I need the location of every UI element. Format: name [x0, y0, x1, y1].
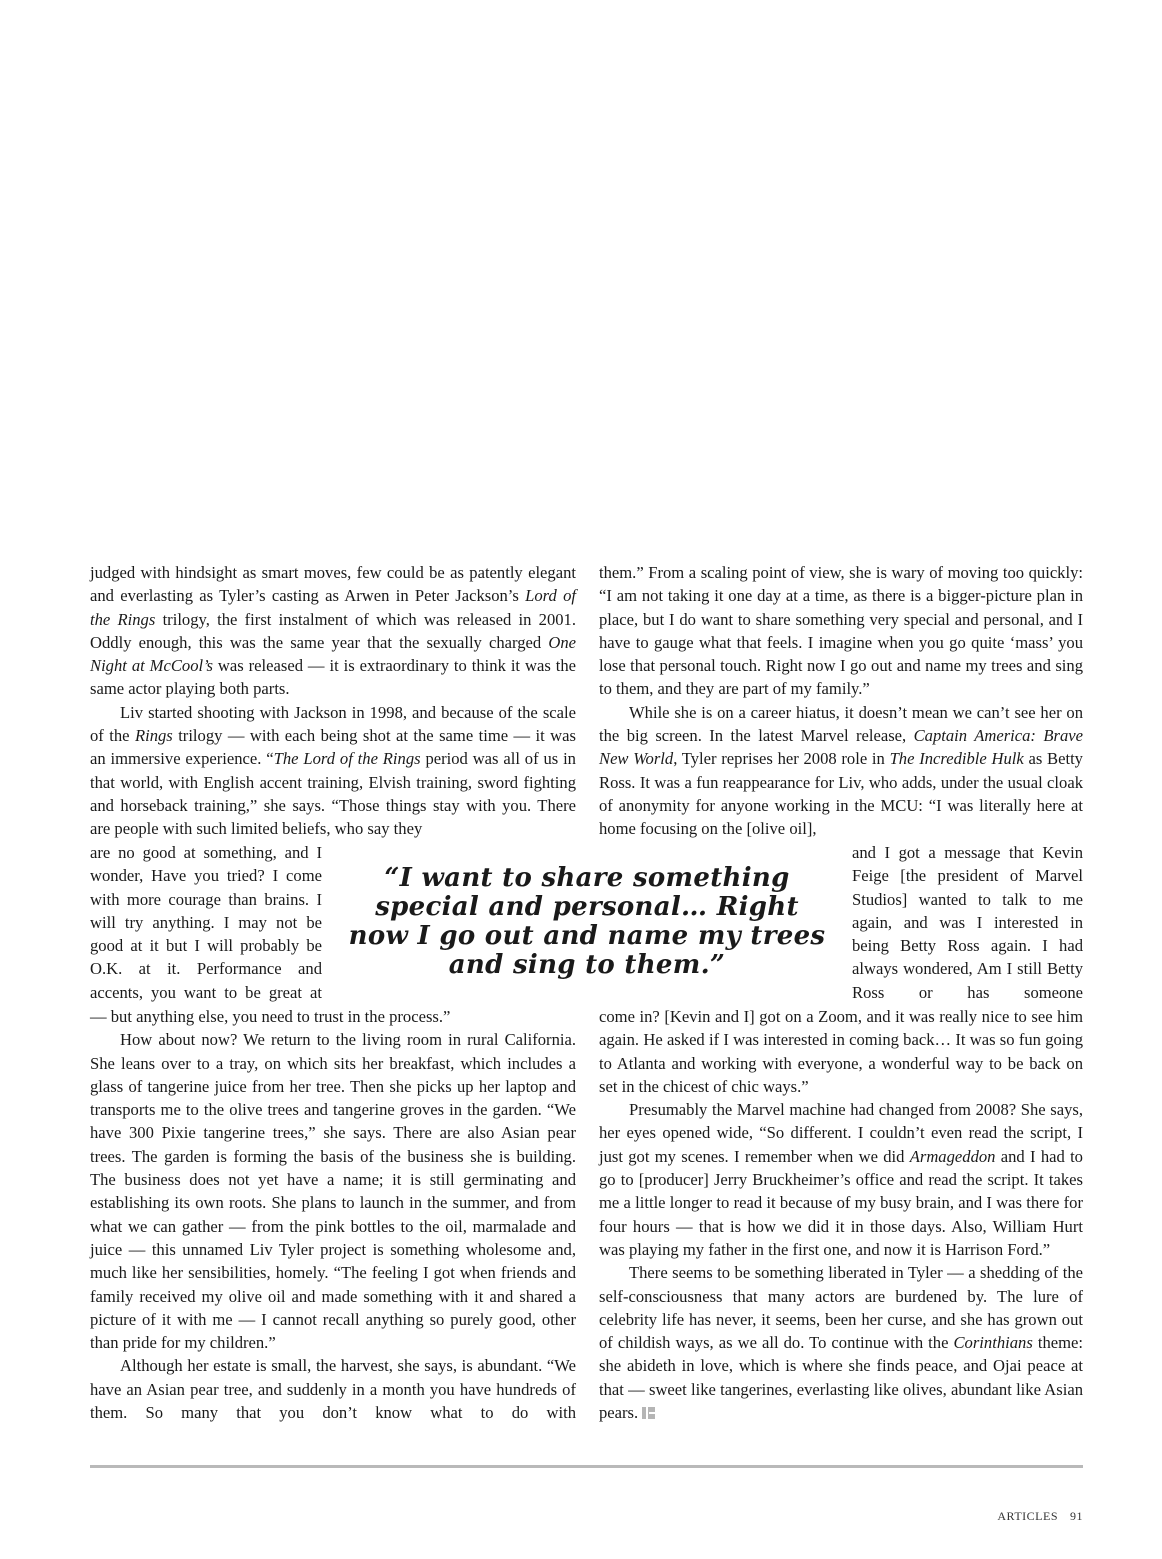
page-folio — [985, 1509, 1083, 1524]
blank-image-area — [0, 0, 1162, 550]
end-mark-icon — [642, 1407, 655, 1419]
paragraph: There seems to be something liberated in Tyler — a shedding of the self-consciousness that many actors are burdened by. The lure of celebrity life has never, it seems, been her curse, and she has grown out of childish ways, as we all do. To continue with the Corinthians theme: she abideth in love, which is where she finds peace, and Ojai peace at that — sweet like tangerines, everlasting like olives, abundant like Asian pears. — [599, 1263, 1083, 1423]
section-label: ARTICLES — [997, 1509, 1058, 1523]
paragraph: How about now? We return to the living room in rural California. She leans over to a tray, on which sits her breakfast, which includes a glass of tangerine juice from her tree. Then she picks up her laptop and transports me to the olive trees and tangerine groves in the garden. “We have 300 Pixie tangerine trees,” she says. There are also Asian pear trees. The garden is forming the basis of the business she is building. The business does not yet have a name; it is still germinating and establishing its own roots. She plans to launch in the summer, and from what we can gather — from the pink bottles to the oil, marmalade and juice — this unnamed Liv Tyler project is something wholesome and, much like her sensibilities, homely. “The feeling I got when friends and family received my olive oil and made something with it and shared a picture of it with me — I cannot recall anything so purely good, other than pride for my children.” — [90, 1030, 576, 1353]
paragraph-continued: and I got a message that Kevin Feige [the president of Marvel Studios] wanted to talk to me again, and was I interested in being Betty Ross again. I had always wondered, Am I still Betty Ross or has someone — [852, 843, 1083, 1002]
paragraph: Although her estate is small, the harvest, she says, is abundant. “We have an Asian pear tree, and suddenly in a month you have hundreds of them. So many that you don’t know what to do with — [90, 1356, 576, 1423]
paragraph: While she is on a career hiatus, it doesn’t mean we can’t see her on the big screen. In the latest Marvel release, Captain America: Brave New World, Tyler reprises her 2008 role in The Incredible Hulk as Betty Ross. It was a fun reappearance for Liv, who adds, under the usual cloak of anonymity for anyone working in the MCU: “I was literally here at home focusing on the [olive oil], — [599, 702, 1083, 839]
paragraph: them.” From a scaling point of view, she is wary of moving too quickly: “I am not taking it one day at a time, as there is a bigger-picture plan in place, but I do want to share something very special and personal, and I have to gauge what that feels. I imagine when you go quite ‘mass’ you lose that personal touch. Right now I go out and name my trees and sing to them, and they are part of my family.” — [599, 563, 1083, 699]
paragraph-continued: are no good at something, and I wonder, Have you tried? I come with more courage than brains. I will try anything. I may not be good at it but I will probably be O.K. at it. Performance and accents, you want to be great at — [90, 843, 322, 1002]
paragraph-continued: — but anything else, you need to trust in the process.” — [90, 1007, 451, 1026]
paragraph: judged with hindsight as smart moves, few could be as patently elegant and everlasting as Tyler’s casting as Arwen in Peter Jackson’s Lord of the Rings trilogy, the first instalment of which was released in 2001. Oddly enough, this was the same year that the sexually charged One Night at McCool’s was released — it is extraordinary to think it was the same actor playing both parts. — [90, 563, 577, 699]
pull-quote: “I want to share something special and personal… Right now I go out and name my trees and sing to them.” — [348, 863, 826, 980]
left-column-top — [90, 561, 576, 841]
left-column-bottom — [90, 1005, 576, 1424]
paragraph-continued: come in? [Kevin and I] got on a Zoom, and it was really nice to see him again. He asked if I was interested in coming back… It was so fun going to Atlanta and working with everyone, a wonderful way to be back on set in the chicest of chic ways.” — [599, 1007, 1083, 1096]
footer-rule — [90, 1465, 1083, 1468]
right-column-top — [599, 561, 1083, 841]
paragraph: Presumably the Marvel machine had changed from 2008? She says, her eyes opened wide, “So different. I couldn’t even read the script, I just got my scenes. I remember when we did Armageddon and I had to go to [producer] Jerry Bruckheimer’s office and read the script. It takes me a little longer to read it because of my busy brain, and I was there for four hours — that is how we did it in those days. Also, William Hurt was playing my father in the first one, and now it is Harrison Ford.” — [599, 1100, 1083, 1259]
right-column-bottom — [599, 1005, 1083, 1424]
page-number: 91 — [1070, 1509, 1083, 1523]
right-column-wrap — [852, 841, 1083, 1004]
paragraph: Liv started shooting with Jackson in 1998, and because of the scale of the Rings trilogy — with each being shot at the same time — it was an immersive experience. “The Lord of the Rings period was all of us in that world, with English accent training, Elvish training, sword fighting and horseback training,” she says. “Those things stay with you. There are people with such limited beliefs, who say they — [90, 702, 576, 839]
left-column-wrap — [90, 841, 322, 1004]
